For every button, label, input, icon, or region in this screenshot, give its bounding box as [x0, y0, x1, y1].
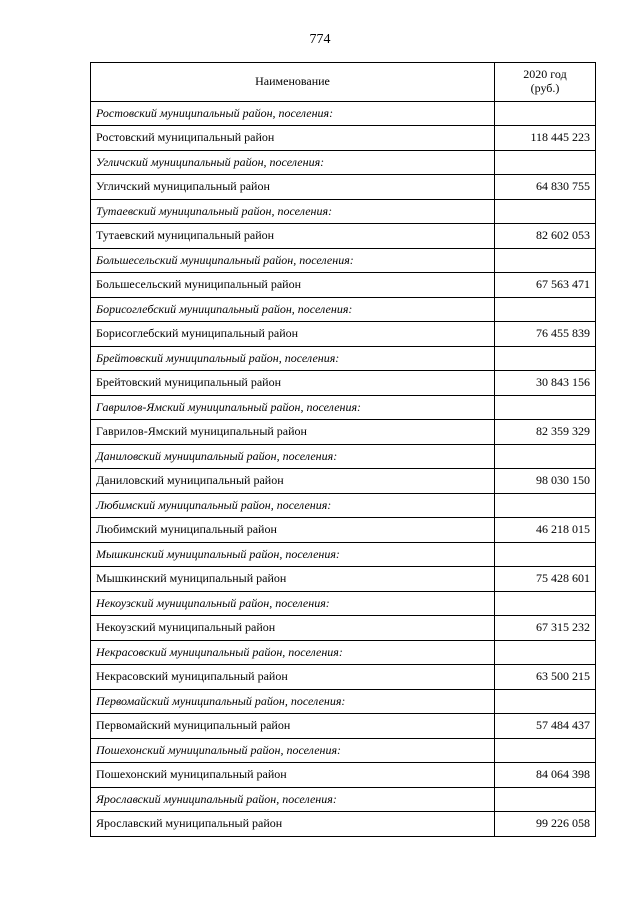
district-row: [91, 224, 596, 249]
group-name: Борисоглебский муниципальный район, поселения:: [91, 298, 495, 322]
empty-cell: [495, 788, 596, 812]
group-name: Некоузский муниципальный район, поселения:: [91, 592, 495, 616]
district-name: Брейтовский муниципальный район: [91, 371, 495, 396]
district-name: Ярославский муниципальный район: [91, 812, 495, 837]
group-row: [91, 543, 596, 567]
empty-cell: [495, 592, 596, 616]
group-row: [91, 249, 596, 273]
district-value: 67 563 471: [495, 273, 596, 298]
group-name: Мышкинский муниципальный район, поселения:: [91, 543, 495, 567]
group-row: [91, 200, 596, 224]
group-name: Ярославский муниципальный район, поселения:: [91, 788, 495, 812]
group-row: [91, 102, 596, 126]
group-name: Некрасовский муниципальный район, поселения:: [91, 641, 495, 665]
group-row: [91, 641, 596, 665]
district-row: [91, 371, 596, 396]
empty-cell: [495, 102, 596, 126]
district-name: Любимский муниципальный район: [91, 518, 495, 543]
district-name: Некоузский муниципальный район: [91, 616, 495, 641]
empty-cell: [495, 641, 596, 665]
table-header-row: [91, 63, 596, 102]
group-row: [91, 347, 596, 371]
district-name: Даниловский муниципальный район: [91, 469, 495, 494]
group-name: Пошехонский муниципальный район, поселения:: [91, 739, 495, 763]
district-name: Большесельский муниципальный район: [91, 273, 495, 298]
district-name: Борисоглебский муниципальный район: [91, 322, 495, 347]
group-row: [91, 298, 596, 322]
district-row: [91, 714, 596, 739]
empty-cell: [495, 200, 596, 224]
district-row: [91, 616, 596, 641]
district-row: [91, 126, 596, 151]
district-row: [91, 420, 596, 445]
group-name: Даниловский муниципальный район, поселения:: [91, 445, 495, 469]
district-value: 67 315 232: [495, 616, 596, 641]
district-value: 63 500 215: [495, 665, 596, 690]
district-value: 99 226 058: [495, 812, 596, 837]
group-row: [91, 445, 596, 469]
empty-cell: [495, 347, 596, 371]
column-header-unit: (руб.): [530, 81, 560, 95]
district-row: [91, 812, 596, 837]
empty-cell: [495, 690, 596, 714]
group-name: Первомайский муниципальный район, поселения:: [91, 690, 495, 714]
empty-cell: [495, 445, 596, 469]
district-value: 75 428 601: [495, 567, 596, 592]
district-value: 30 843 156: [495, 371, 596, 396]
district-row: [91, 665, 596, 690]
group-name: Брейтовский муниципальный район, поселения:: [91, 347, 495, 371]
empty-cell: [495, 249, 596, 273]
group-name: Любимский муниципальный район, поселения:: [91, 494, 495, 518]
district-row: [91, 469, 596, 494]
empty-cell: [495, 543, 596, 567]
district-name: Первомайский муниципальный район: [91, 714, 495, 739]
group-name: Большесельский муниципальный район, поселения:: [91, 249, 495, 273]
district-name: Угличский муниципальный район: [91, 175, 495, 200]
district-value: 118 445 223: [495, 126, 596, 151]
district-row: [91, 322, 596, 347]
district-name: Мышкинский муниципальный район: [91, 567, 495, 592]
empty-cell: [495, 739, 596, 763]
page-number: 774: [309, 32, 331, 47]
district-value: 82 602 053: [495, 224, 596, 249]
empty-cell: [495, 298, 596, 322]
district-row: [91, 567, 596, 592]
district-row: [91, 518, 596, 543]
district-row: [91, 175, 596, 200]
group-row: [91, 494, 596, 518]
empty-cell: [495, 396, 596, 420]
group-row: [91, 396, 596, 420]
group-name: Ростовский муниципальный район, поселения:: [91, 102, 495, 126]
group-name: Угличский муниципальный район, поселения:: [91, 151, 495, 175]
group-row: [91, 592, 596, 616]
district-row: [91, 273, 596, 298]
column-header-name: Наименование: [91, 63, 495, 102]
group-row: [91, 788, 596, 812]
group-row: [91, 151, 596, 175]
group-name: Тутаевский муниципальный район, поселения:: [91, 200, 495, 224]
group-row: [91, 739, 596, 763]
column-header-year: 2020 год: [523, 67, 567, 82]
district-value: 82 359 329: [495, 420, 596, 445]
district-value: 46 218 015: [495, 518, 596, 543]
district-value: 98 030 150: [495, 469, 596, 494]
budget-table: [90, 62, 596, 837]
empty-cell: [495, 494, 596, 518]
empty-cell: [495, 151, 596, 175]
group-row: [91, 690, 596, 714]
district-value: 64 830 755: [495, 175, 596, 200]
district-name: Гаврилов-Ямский муниципальный район: [91, 420, 495, 445]
district-name: Тутаевский муниципальный район: [91, 224, 495, 249]
column-header-value: [495, 63, 596, 102]
district-name: Пошехонский муниципальный район: [91, 763, 495, 788]
district-value: 84 064 398: [495, 763, 596, 788]
district-name: Некрасовский муниципальный район: [91, 665, 495, 690]
district-value: 57 484 437: [495, 714, 596, 739]
district-row: [91, 763, 596, 788]
district-name: Ростовский муниципальный район: [91, 126, 495, 151]
district-value: 76 455 839: [495, 322, 596, 347]
group-name: Гаврилов-Ямский муниципальный район, поселения:: [91, 396, 495, 420]
